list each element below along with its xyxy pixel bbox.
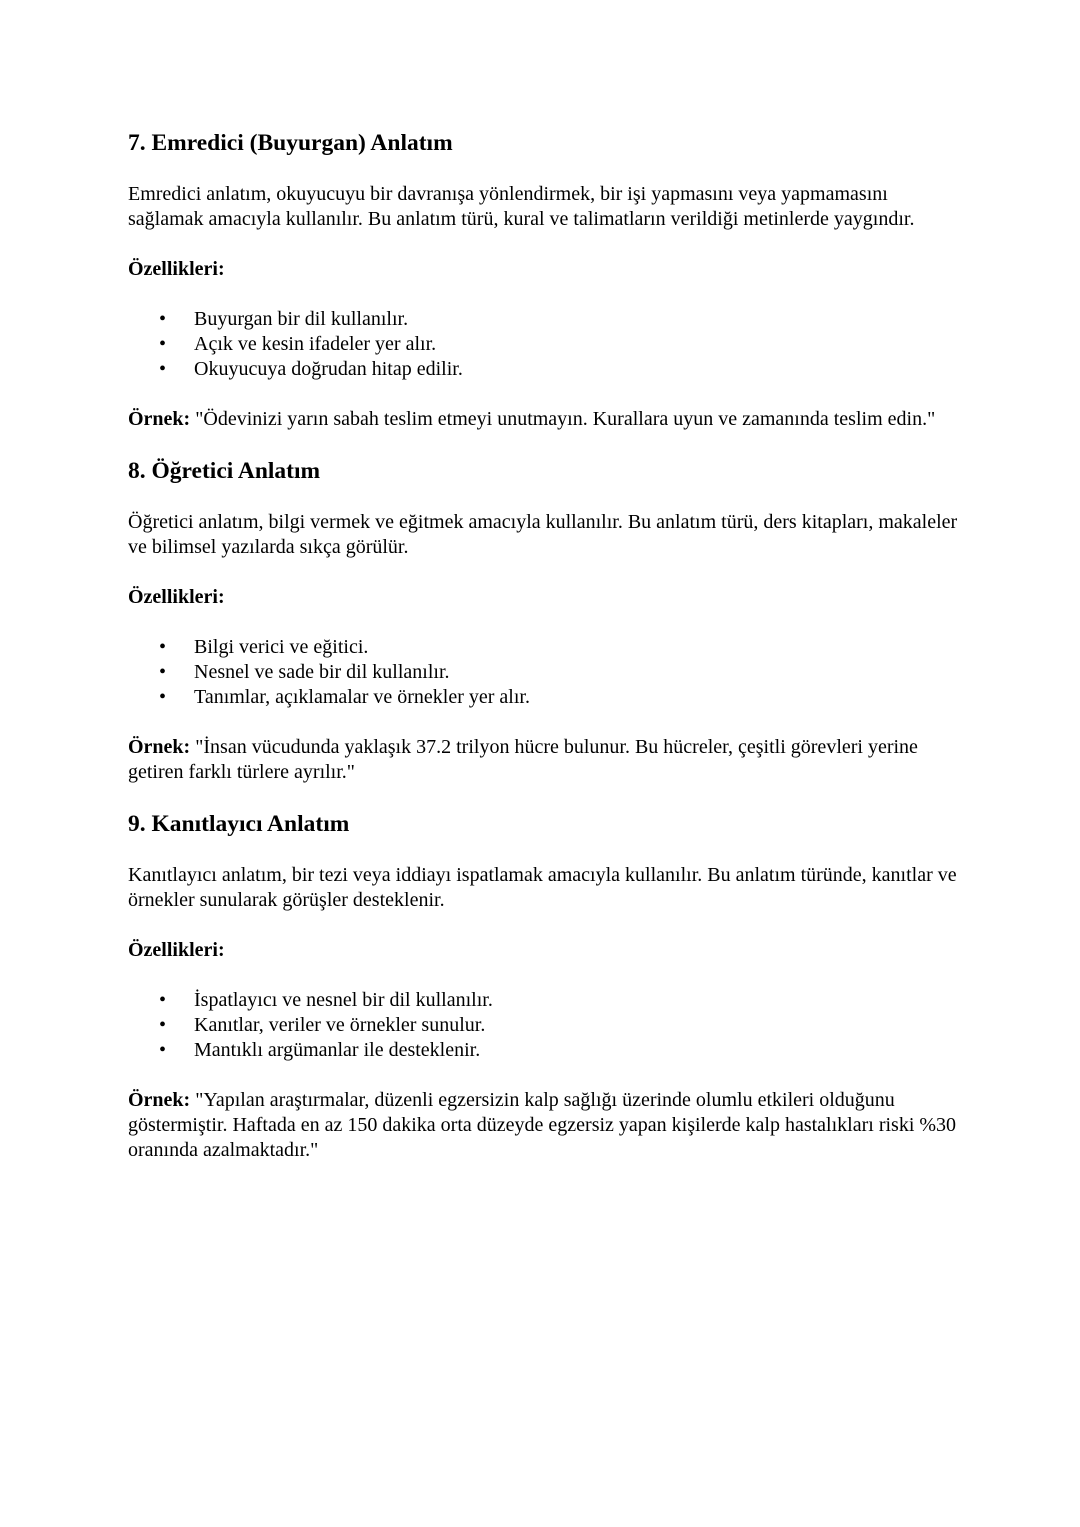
list-item: [128, 685, 958, 710]
example-paragraph: [128, 735, 958, 785]
list-item: [128, 307, 958, 332]
section-description: Kanıtlayıcı anlatım, bir tezi veya iddiayı ispatlamak amacıyla kullanılır. Bu anlatım türünde, kanıtlar ve örnekler sunularak görüşler desteklenir.: [128, 864, 957, 911]
example-label: Örnek:: [128, 408, 191, 430]
bullet-icon: •: [159, 1014, 167, 1036]
example-label: Örnek:: [128, 1089, 191, 1111]
bullet-icon: •: [159, 636, 167, 658]
feature-text: İspatlayıcı ve nesnel bir dil kullanılır.: [194, 989, 493, 1011]
features-list: [128, 635, 958, 710]
section-heading: 7. Emredici (Buyurgan) Anlatım: [128, 130, 453, 156]
feature-text: Mantıklı argümanlar ile desteklenir.: [194, 1039, 481, 1061]
features-label: Özellikleri:: [128, 258, 225, 280]
bullet-icon: •: [159, 308, 167, 330]
feature-text: Buyurgan bir dil kullanılır.: [194, 308, 409, 330]
feature-text: Bilgi verici ve eğitici.: [194, 636, 369, 658]
document-page: [128, 126, 958, 1163]
section-heading: 9. Kanıtlayıcı Anlatım: [128, 811, 350, 837]
section-emredici: [128, 126, 958, 432]
list-item: [128, 1038, 958, 1063]
example-label: Örnek:: [128, 736, 191, 758]
example-paragraph: [128, 407, 958, 432]
features-list: [128, 988, 958, 1063]
bullet-icon: •: [159, 989, 167, 1011]
feature-text: Okuyucuya doğrudan hitap edilir.: [194, 358, 463, 380]
feature-text: Nesnel ve sade bir dil kullanılır.: [194, 661, 450, 683]
section-description: Emredici anlatım, okuyucuyu bir davranışa yönlendirmek, bir işi yapmasını veya yapmamasını sağlamak amacıyla kullanılır. Bu anlatım türü, kural ve talimatların verildiği metinlerde yaygındır.: [128, 183, 915, 230]
feature-text: Tanımlar, açıklamalar ve örnekler yer alır.: [194, 686, 530, 708]
list-item: [128, 332, 958, 357]
bullet-icon: •: [159, 1039, 167, 1061]
example-paragraph: [128, 1088, 958, 1163]
bullet-icon: •: [159, 661, 167, 683]
example-text: "Ödevinizi yarın sabah teslim etmeyi unutmayın. Kurallara uyun ve zamanında teslim edin.": [190, 408, 936, 430]
section-description: Öğretici anlatım, bilgi vermek ve eğitmek amacıyla kullanılır. Bu anlatım türü, ders kitapları, makaleler ve bilimsel yazılarda sıkça görülür.: [128, 511, 958, 558]
feature-text: Kanıtlar, veriler ve örnekler sunulur.: [194, 1014, 486, 1036]
features-label: Özellikleri:: [128, 586, 225, 608]
feature-text: Açık ve kesin ifadeler yer alır.: [194, 333, 437, 355]
list-item: [128, 660, 958, 685]
list-item: [128, 357, 958, 382]
example-text: "İnsan vücudunda yaklaşık 37.2 trilyon hücre bulunur. Bu hücreler, çeşitli görevleri yerine getiren farklı türlere ayrılır.": [128, 736, 918, 783]
section-heading: 8. Öğretici Anlatım: [128, 458, 321, 484]
features-list: [128, 307, 958, 382]
features-label: Özellikleri:: [128, 939, 225, 961]
section-kanitlayici: [128, 807, 958, 1163]
section-ogretici: [128, 454, 958, 785]
bullet-icon: •: [159, 686, 167, 708]
list-item: [128, 988, 958, 1013]
list-item: [128, 635, 958, 660]
bullet-icon: •: [159, 333, 167, 355]
list-item: [128, 1013, 958, 1038]
bullet-icon: •: [159, 358, 167, 380]
example-text: "Yapılan araştırmalar, düzenli egzersizin kalp sağlığı üzerinde olumlu etkileri olduğunu göstermiştir. Haftada en az 150 dakika orta düzeyde egzersiz yapan kişilerde kalp hastalıkları riski %30 oranında azalmaktadır.": [128, 1089, 957, 1161]
